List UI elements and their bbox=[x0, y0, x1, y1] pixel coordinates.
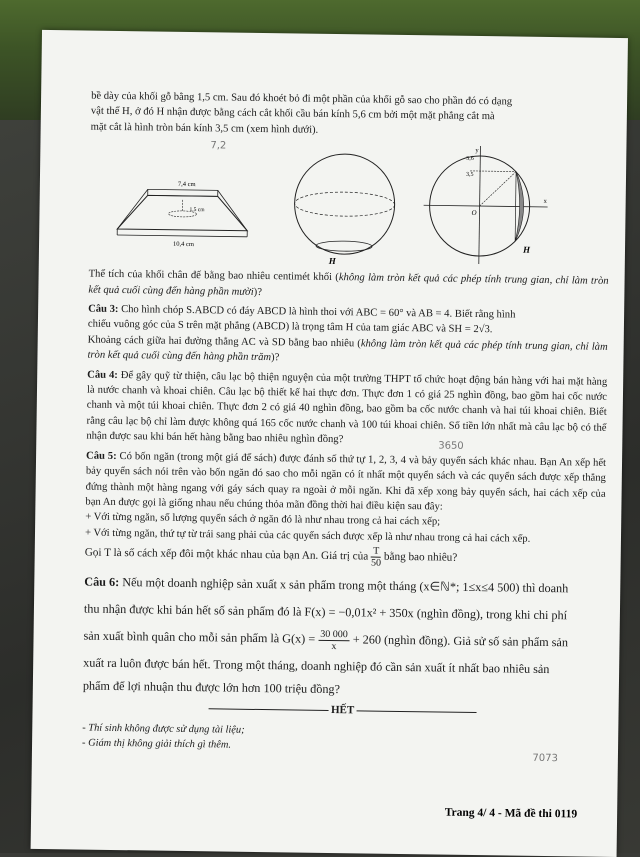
q2-tail-end: )? bbox=[254, 287, 262, 298]
q5-bullet-1: + Với từng ngăn, số lượng quyển sách ở ngăn đó là như nhau trong cả hai cách xếp; bbox=[85, 510, 605, 533]
q6-line-2: thu nhận được khi bán hết số sản phẩm đó là F(x) = −0,01x² + 350x (nghìn đồng), trong khi chi phí bbox=[84, 596, 604, 630]
sphere-h-label: H bbox=[328, 256, 337, 266]
page-footer: Trang 4/ 4 - Mã đề thi 0119 bbox=[445, 807, 578, 821]
q4-paragraph bbox=[86, 367, 607, 451]
question-4 bbox=[86, 367, 607, 451]
question-6 bbox=[83, 569, 605, 702]
q5-final-post: bằng bao nhiêu? bbox=[384, 551, 457, 564]
intro-line-1: bề dày của khối gỗ bằng 1,5 cm. Sau đó khoét bỏ đi một phần của khối gỗ sao cho phần đó có dạng bbox=[91, 89, 611, 112]
axis-y-label: y bbox=[475, 147, 479, 154]
q3-line-2: chiếu vuông góc của S trên mặt phẳng (ABCD) là trọng tâm H của tam giác ABC và SH = 2√3. bbox=[88, 317, 608, 340]
q5-label: Câu 5: bbox=[86, 450, 117, 461]
end-rule-left bbox=[208, 708, 328, 711]
intro-line-2: vật thể H, ở đó H nhận được bằng cách cắt khối cầu bán kính 5,6 cm bởi một mặt phẳng cắt mà bbox=[91, 104, 611, 127]
exam-page bbox=[31, 30, 628, 857]
q6-line-5: phẩm để lợi nhuận thu được lớn hơn 100 triệu đồng? bbox=[83, 677, 603, 702]
q2-tail-text: Thể tích của khối chân đế bằng bao nhiêu centimét khối ( bbox=[89, 269, 339, 283]
trapezoid-base-figure bbox=[107, 177, 258, 249]
note-line-1: - Thí sinh không được sử dụng tài liệu; bbox=[82, 721, 602, 743]
question-5 bbox=[85, 448, 607, 572]
sphere-figure bbox=[289, 150, 401, 268]
q5-final-pre: Gọi T là số cách xếp đôi một khác nhau của bạn An. Giá trị của bbox=[85, 547, 369, 563]
end-mark-text: HẾT bbox=[331, 704, 354, 716]
axis-x-label: x bbox=[544, 198, 548, 205]
q3-text-3: Khoảng cách giữa hai đường thẳng AC và SD bằng bao nhiêu ( bbox=[88, 334, 361, 349]
question-3 bbox=[87, 302, 608, 371]
q6-label: Câu 6: bbox=[84, 575, 119, 589]
q3-italic: không làm tròn kết quả các phép tính trung gian, chỉ làm tròn kết quả cuối cùng đến hàng phần trăm bbox=[87, 338, 607, 363]
intro-line-3: mặt cắt là hình tròn bán kính 3,5 cm (xem hình dưới). bbox=[91, 119, 611, 142]
cross-section-figure bbox=[419, 143, 561, 269]
q5-fraction bbox=[371, 546, 381, 569]
axis-value-top: 5,6 bbox=[466, 156, 474, 162]
section-h-label: H bbox=[522, 245, 531, 255]
trapezoid-height-label: 1,5 cm bbox=[189, 207, 205, 213]
q6-line3-post: + 260 (nghìn đồng). Giả sử số sản phẩm sản bbox=[353, 632, 568, 649]
q5-frac-den: 50 bbox=[371, 558, 381, 569]
q6-line-4: xuất ra luôn được bán hết. Trong một tháng, doanh nghiệp đó cần sản xuất ít nhất bao nhiêu sản bbox=[83, 650, 603, 684]
trapezoid-top-label: 7,4 cm bbox=[178, 181, 196, 188]
q4-handwritten-answer: 3650 bbox=[438, 440, 464, 451]
page-content bbox=[82, 89, 611, 758]
origin-label: O bbox=[471, 209, 476, 217]
q4-label: Câu 4: bbox=[87, 369, 118, 380]
q6-fraction bbox=[318, 629, 350, 652]
q6-frac-num: 30 000 bbox=[318, 629, 350, 641]
note-line-2: - Giám thị không giải thích gì thêm. bbox=[82, 736, 602, 758]
q6-text-1: Nếu một doanh nghiệp sản xuất x sản phẩm trong một tháng (x∈ℕ*; 1≤x≤4 500) thì doanh bbox=[122, 575, 568, 595]
q6-line3-pre: sản xuất bình quân cho mỗi sản phẩm là G(x) = bbox=[83, 629, 315, 646]
figures-row bbox=[89, 139, 611, 274]
q3-label: Câu 3: bbox=[88, 304, 118, 315]
end-rule-right bbox=[357, 710, 477, 713]
handwritten-note: 7,2 bbox=[210, 140, 226, 151]
handwritten-bottom-note: 7073 bbox=[532, 753, 558, 764]
end-marker bbox=[82, 701, 602, 720]
q6-frac-den: x bbox=[318, 641, 350, 652]
q5-frac-num: T bbox=[371, 546, 381, 558]
trapezoid-bottom-label: 10,4 cm bbox=[173, 241, 194, 248]
axis-value-mid: 3,5 bbox=[466, 172, 474, 178]
q5-text: Có bốn ngăn (trong một giá để sách) được đánh số thứ tự 1, 2, 3, 4 và bảy quyển sách khác nhau. Bạn An xếp hết bảy quyển sách nói trên vào bốn ngăn đó sao cho mỗi ngăn có ít nhất một quyển sách và các quyển sách được xếp thẳng đứng thành một hàng ngang với gáy sách quay ra ngoài ở mỗi ngăn. Khi đã xếp xong bảy quyển sách, hai cách xếp của bạn An được gọi là giống nhau nếu chúng thỏa mãn đồng thời hai điều kiện sau đây: bbox=[85, 451, 606, 513]
q2-tail-italic: không làm tròn kết quả các phép tính trung gian, chỉ làm tròn kết quả cuối cùng đến hàng phần mười bbox=[88, 272, 608, 297]
exam-notes bbox=[82, 721, 602, 758]
intro-text bbox=[91, 89, 612, 142]
q3-line-3 bbox=[87, 332, 607, 370]
q3-text-1: Cho hình chóp S.ABCD có đáy ABCD là hình thoi với ABC = 60° và AB = 4. Biết rằng hình bbox=[121, 304, 515, 321]
q4-text: Để gây quỹ từ thiện, câu lạc bộ thiện nguyện của một trường THPT tổ chức hoạt động bán hàng với hai mặt hàng là nước chanh và khoai chiên. Câu lạc bộ thiết kế hai thực đơn. Thực đơn 1 có giá 25 nghìn đồng, bao gồm hai cốc nước chanh và một túi khoai chiên. Thực đơn 2 có giá 40 nghìn đồng, bao gồm ba cốc nước chanh và hai túi khoai chiên. Biết rằng câu lạc bộ chỉ làm được không quá 165 cốc nước chanh và 100 túi khoai chiên. Số tiền lớn nhất mà câu lạc bộ có thể nhận được sau khi bán hết hàng bằng bao nhiêu nghìn đồng? bbox=[86, 370, 607, 446]
q5-bullet-2: + Với từng ngăn, thứ tự từ trái sang phải của các quyển sách được xếp là như nhau trong cả hai cách xếp. bbox=[85, 525, 605, 548]
q3-end: )? bbox=[271, 352, 279, 363]
q5-paragraph bbox=[85, 448, 606, 517]
